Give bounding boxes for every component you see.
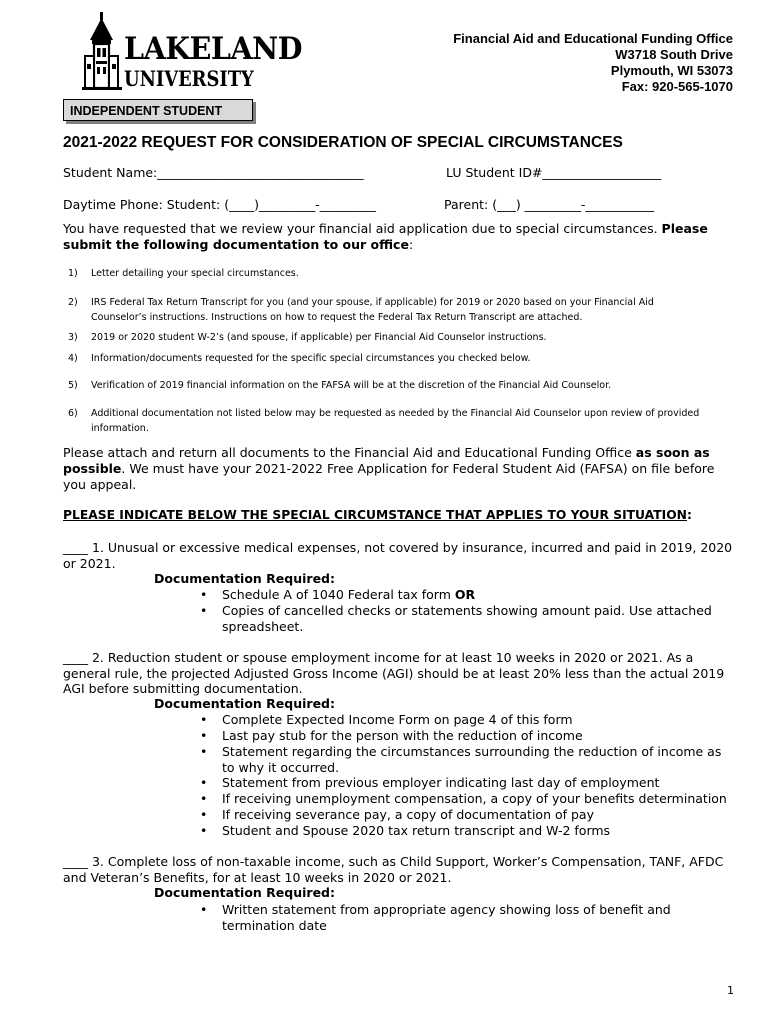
bullet: •: [200, 603, 208, 618]
requirement-number: 5): [68, 380, 78, 391]
indicate-heading: [63, 508, 692, 522]
indicate-heading-colon: :: [686, 508, 692, 522]
student-type-badge: INDEPENDENT STUDENT: [63, 99, 253, 121]
bullet-text: If receiving severance pay, a copy of documentation of pay: [222, 807, 594, 822]
requirement-number: 1): [68, 268, 78, 279]
logo-wordmark-lakeland: LAKELAND: [124, 31, 303, 67]
office-name: Financial Aid and Educational Funding Office: [453, 31, 733, 46]
intro-paragraph: [63, 221, 723, 253]
bullet-text: Statement from previous employer indicating last day of employment: [222, 775, 660, 790]
bullet-text: Written statement from appropriate agency showing loss of benefit and termination date: [222, 902, 671, 933]
intro-text: You have requested that we review your financial aid application due to special circumstances.: [63, 221, 662, 236]
parent-phone-field[interactable]: Parent: (___) _________-___________: [444, 197, 655, 212]
bullet: •: [200, 791, 208, 806]
bullet: •: [200, 823, 208, 838]
requirement-number: 4): [68, 353, 78, 364]
requirement-text: IRS Federal Tax Return Transcript for you (and your spouse, if applicable) for 2019 or 2020 based on your Financial Aid Counselor’s instructions. Instructions on how to request the Federal Tax Return Transcript are attached.: [91, 297, 654, 323]
requirement-text: 2019 or 2020 student W-2’s (and spouse, if applicable) per Financial Aid Counselor instructions.: [91, 332, 547, 343]
bullet-text: [222, 587, 737, 603]
section-1-text[interactable]: ____ 1. Unusual or excessive medical expenses, not covered by insurance, incurred and paid in 2019, 2020 or 2021.: [63, 540, 733, 571]
documentation-required-label: Documentation Required:: [154, 696, 336, 711]
requirement-number: 3): [68, 332, 78, 343]
bullet: •: [200, 744, 208, 759]
student-name-field[interactable]: Student Name:_________________________________: [63, 165, 364, 180]
requirement-number: 2): [68, 297, 78, 308]
bullet-text: Student and Spouse 2020 tax return transcript and W-2 forms: [222, 823, 611, 838]
student-phone-field[interactable]: Daytime Phone: Student: (____)_________-_________: [63, 197, 376, 212]
requirement-number: 6): [68, 408, 78, 419]
requirement-text: Information/documents requested for the specific special circumstances you checked below.: [91, 353, 531, 364]
requirement-text: Additional documentation not listed below may be requested as needed by the Financial Aid Counselor upon review of provided information.: [91, 408, 700, 434]
form-title: 2021-2022 REQUEST FOR CONSIDERATION OF SPECIAL CIRCUMSTANCES: [63, 134, 623, 151]
bullet-text: Statement regarding the circumstances surrounding the reduction of income as to why it occurred.: [222, 744, 722, 775]
bullet: •: [200, 902, 208, 917]
bullet: •: [200, 775, 208, 790]
bullet: •: [200, 587, 208, 602]
bullet: •: [200, 728, 208, 743]
student-id-field[interactable]: LU Student ID#___________________: [446, 165, 662, 180]
bullet-text: If receiving unemployment compensation, a copy of your benefits determination: [222, 791, 727, 806]
fax-number: Fax: 920-565-1070: [621, 79, 733, 94]
requirement-text: Verification of 2019 financial information on the FAFSA will be at the discretion of the Financial Aid Counselor.: [91, 380, 612, 391]
attach-bold-text: as soon as possible: [63, 445, 710, 476]
bullet-text: Copies of cancelled checks or statements showing amount paid. Use attached spreadsheet.: [222, 603, 712, 634]
attach-end: . We must have your 2021-2022 Free Application for Federal Student Aid (FAFSA) on file before you appeal.: [63, 461, 715, 492]
bullet-bold-or: OR: [454, 587, 476, 602]
logo-wordmark-university: UNIVERSITY: [124, 66, 254, 91]
documentation-required-label: Documentation Required:: [154, 885, 336, 900]
section-3-text[interactable]: ____ 3. Complete loss of non-taxable income, such as Child Support, Worker’s Compensation, TANF, AFDC and Veteran’s Benefits, for at least 10 weeks in 2020 or 2021.: [63, 854, 724, 885]
attach-paragraph: [63, 445, 723, 493]
bullet: •: [200, 712, 208, 727]
bullet-text: Last pay stub for the person with the reduction of income: [222, 728, 583, 743]
documentation-required-label: Documentation Required:: [154, 571, 336, 586]
page-number: 1: [727, 984, 734, 997]
intro-end: :: [408, 237, 414, 252]
intro-bold-text: Please submit the following documentation to our office: [63, 221, 708, 252]
indicate-heading-text: PLEASE INDICATE BELOW THE SPECIAL CIRCUMSTANCE THAT APPLIES TO YOUR SITUATION: [63, 508, 687, 522]
office-address: [453, 31, 733, 95]
bullet-text-part: Schedule A of 1040 Federal tax form: [222, 587, 455, 602]
bell-tower-icon: [82, 12, 122, 90]
city-state-zip: Plymouth, WI 53073: [610, 63, 733, 78]
section-2-text[interactable]: ____ 2. Reduction student or spouse employment income for at least 10 weeks in 2020 or 2021. As a general rule, the projected Adjusted Gross Income (AGI) should be at least 20% less than the actual 2019 AGI before submitting documentation.: [63, 650, 725, 696]
bullet-text: Complete Expected Income Form on page 4 of this form: [222, 712, 573, 727]
street-address: W3718 South Drive: [615, 47, 733, 62]
requirement-text: Letter detailing your special circumstances.: [91, 268, 299, 279]
attach-text: Please attach and return all documents to the Financial Aid and Educational Funding Office: [63, 445, 636, 460]
university-logo: [82, 12, 302, 92]
bullet: •: [200, 807, 208, 822]
